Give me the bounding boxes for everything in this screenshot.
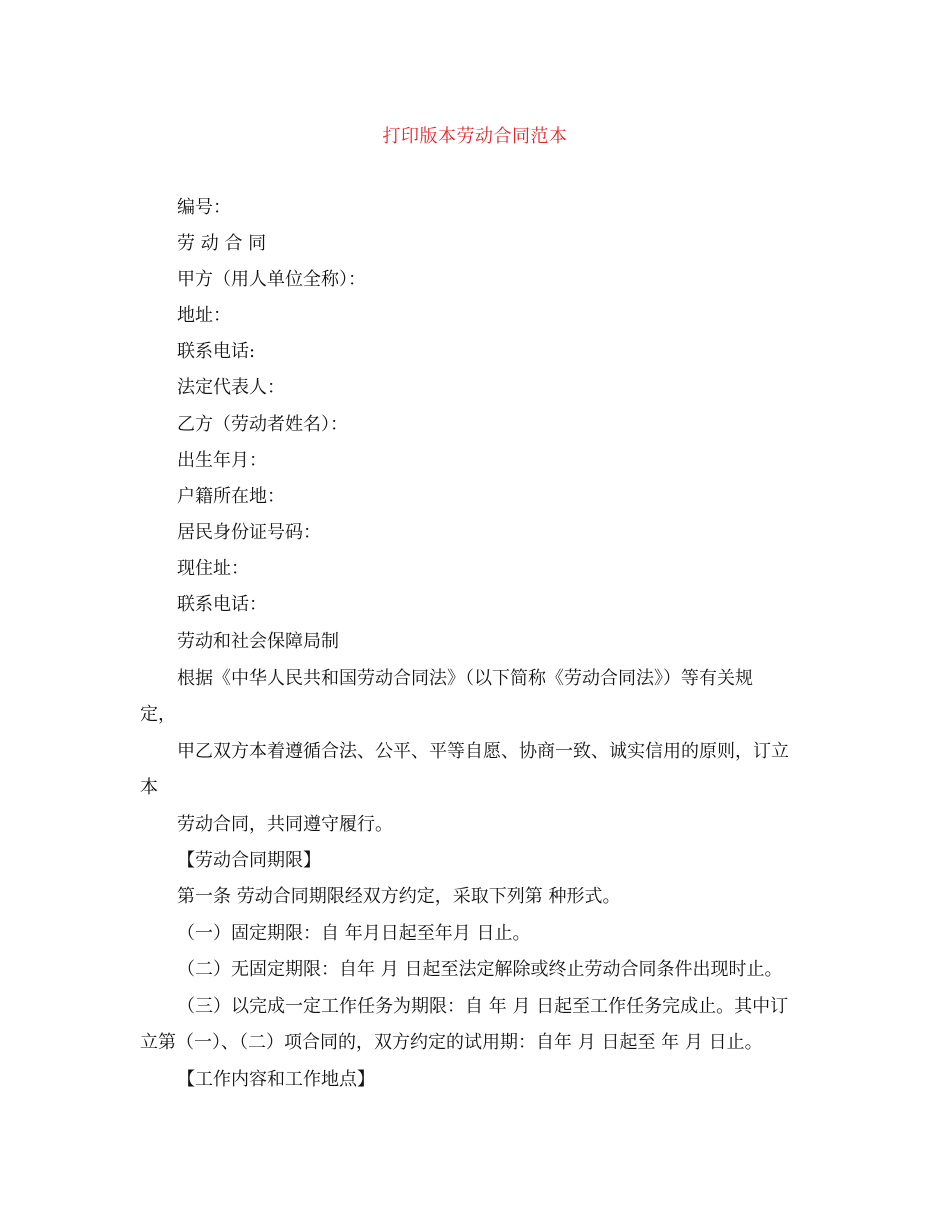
field-party-b: 乙方（劳动者姓名）： [177,414,348,435]
field-household: 户籍所在地： [177,486,285,507]
field-party-a: 甲方（用人单位全称）： [177,269,366,290]
paragraph-line: 甲乙双方本着遵循合法、公平、平等自愿、协商一致、诚实信用的原则，订立 [177,741,789,762]
field-current-address: 现住址： [177,558,249,579]
field-id-number: 居民身份证号码： [177,522,321,543]
article-line: （三）以完成一定工作任务为期限：自 年 月 日起至工作任务完成止。其中订 [177,996,789,1017]
article-line: 立第（一）、（二）项合同的，双方约定的试用期：自年 月 日起至 年 月 日止。 [140,1032,763,1053]
field-number: 编号： [177,197,231,218]
article-line: （二）无固定期限：自年 月 日起至法定解除或终止劳动合同条件出现时止。 [177,959,783,980]
field-legal-rep: 法定代表人： [177,377,285,398]
field-address: 地址： [177,305,231,326]
article-line: （一）固定期限：自 年月日起至年月 日止。 [177,923,531,944]
paragraph-line: 定， [140,704,176,725]
page-title: 打印版本劳动合同范本 [382,126,568,147]
section-heading: 【劳动合同期限】 [177,850,321,871]
paragraph-line: 劳动合同，共同遵守履行。 [177,814,393,835]
article-line: 第一条 劳动合同期限经双方约定，采取下列第 种形式。 [177,886,621,907]
field-phone-b: 联系电话： [177,594,267,615]
field-birth: 出生年月： [177,450,267,471]
paragraph-line: 本 [140,777,158,798]
paragraph-line: 根据《中华人民共和国劳动合同法》（以下简称《劳动合同法》）等有关规 [177,668,753,689]
issuer-line: 劳动和社会保障局制 [177,631,339,652]
contract-heading: 劳 动 合 同 [177,233,267,254]
section-heading: 【工作内容和工作地点】 [177,1069,375,1090]
field-phone-a: 联系电话: [177,341,256,362]
